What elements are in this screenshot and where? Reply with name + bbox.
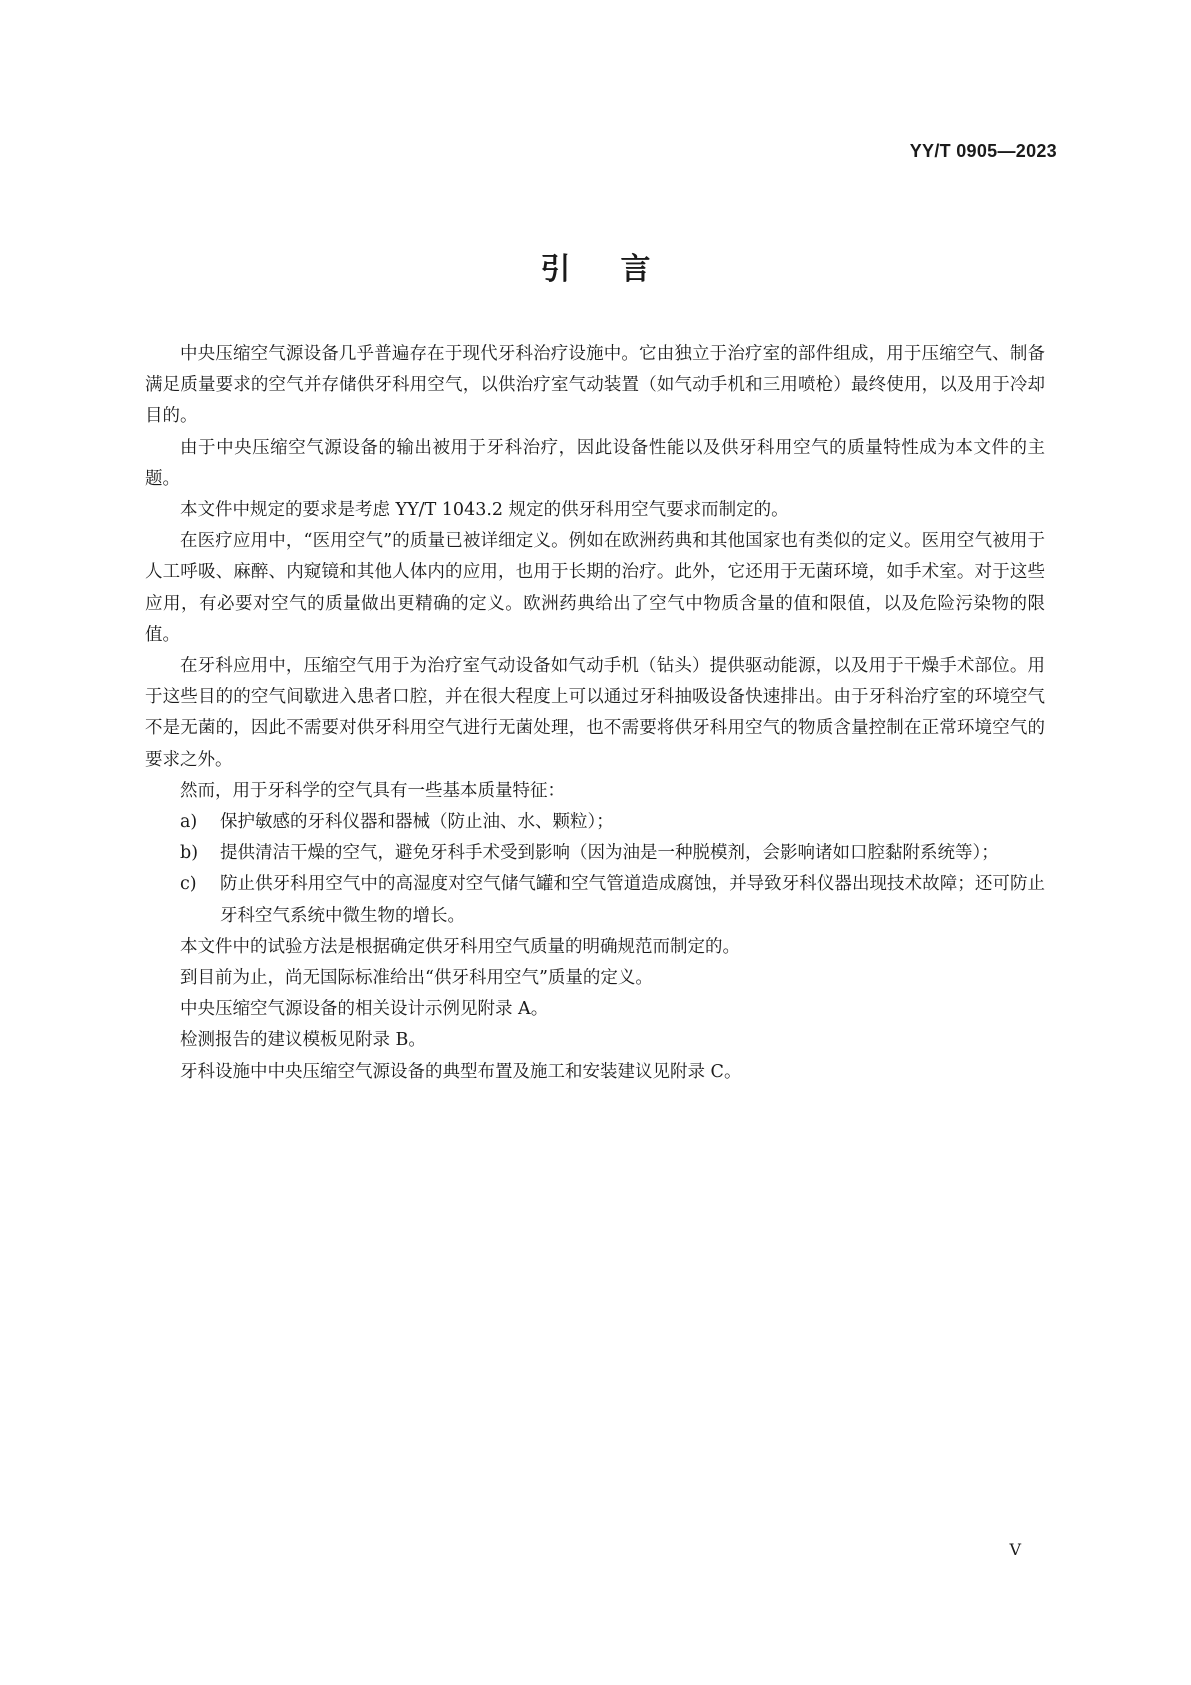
closing-paragraph-5: 牙科设施中中央压缩空气源设备的典型布置及施工和安装建议见附录 C。	[180, 1061, 742, 1082]
intro-paragraph-1: 中央压缩空气源设备几乎普遍存在于现代牙科治疗设施中。它由独立于治疗室的部件组成，用于压缩空气、制备满足质量要求的空气并存储供牙科用空气，以供治疗室气动装置（如气动手机和三用喷枪）最终使用，以及用于冷却目的。	[145, 344, 1045, 427]
closing-paragraph-2: 到目前为止，尚无国际标准给出“供牙科用空气”质量的定义。	[180, 968, 653, 989]
document-body	[145, 339, 1045, 1088]
page-number: V	[1009, 1540, 1021, 1559]
intro-paragraph-5: 在牙科应用中，压缩空气用于为治疗室气动设备如气动手机（钻头）提供驱动能源，以及用于干燥手术部位。用于这些目的的空气间歇进入患者口腔，并在很大程度上可以通过牙科抽吸设备快速排出。由于牙科治疗室的环境空气不是无菌的，因此不需要对供牙科用空气进行无菌处理，也不需要将供牙科用空气的物质含量控制在正常环境空气的要求之外。	[145, 656, 1045, 770]
intro-paragraph-2: 由于中央压缩空气源设备的输出被用于牙科治疗，因此设备性能以及供牙科用空气的质量特性成为本文件的主题。	[145, 437, 1045, 489]
list-item-b	[145, 838, 1045, 869]
list-item-text: 提供清洁干燥的空气，避免牙科手术受到影响（因为油是一种脱模剂，会影响诸如口腔黏附系统等）；	[220, 843, 999, 864]
list-marker: c)	[180, 874, 197, 895]
list-item-c	[145, 869, 1045, 931]
list-item-text: 防止供牙科用空气中的高湿度对空气储气罐和空气管道造成腐蚀，并导致牙科仪器出现技术故障；还可防止牙科空气系统中微生物的增长。	[220, 874, 1045, 926]
intro-paragraph-3: 本文件中规定的要求是考虑 YY/T 1043.2 规定的供牙科用空气要求而制定的。	[180, 500, 789, 521]
closing-paragraph-3: 中央压缩空气源设备的相关设计示例见附录 A。	[180, 999, 549, 1020]
closing-paragraph-4: 检测报告的建议模板见附录 B。	[180, 1030, 426, 1051]
list-item-a	[145, 807, 1045, 838]
standard-code: YY/T 0905—2023	[909, 141, 1057, 161]
list-item-text: 保护敏感的牙科仪器和器械（防止油、水、颗粒）；	[220, 812, 614, 833]
list-marker: a)	[180, 812, 198, 833]
intro-paragraph-6: 然而，用于牙科学的空气具有一些基本质量特征：	[180, 780, 565, 801]
page-title: 引言	[540, 252, 701, 287]
intro-paragraph-4: 在医疗应用中，“医用空气”的质量已被详细定义。例如在欧洲药典和其他国家也有类似的定义。医用空气被用于人工呼吸、麻醉、内窥镜和其他人体内的应用，也用于长期的治疗。此外，它还用于无菌环境，如手术室。对于这些应用，有必要对空气的质量做出更精确的定义。欧洲药典给出了空气中物质含量的值和限值，以及危险污染物的限值。	[145, 531, 1045, 645]
list-marker: b)	[180, 843, 199, 864]
closing-paragraph-1: 本文件中的试验方法是根据确定供牙科用空气质量的明确规范而制定的。	[180, 936, 740, 957]
